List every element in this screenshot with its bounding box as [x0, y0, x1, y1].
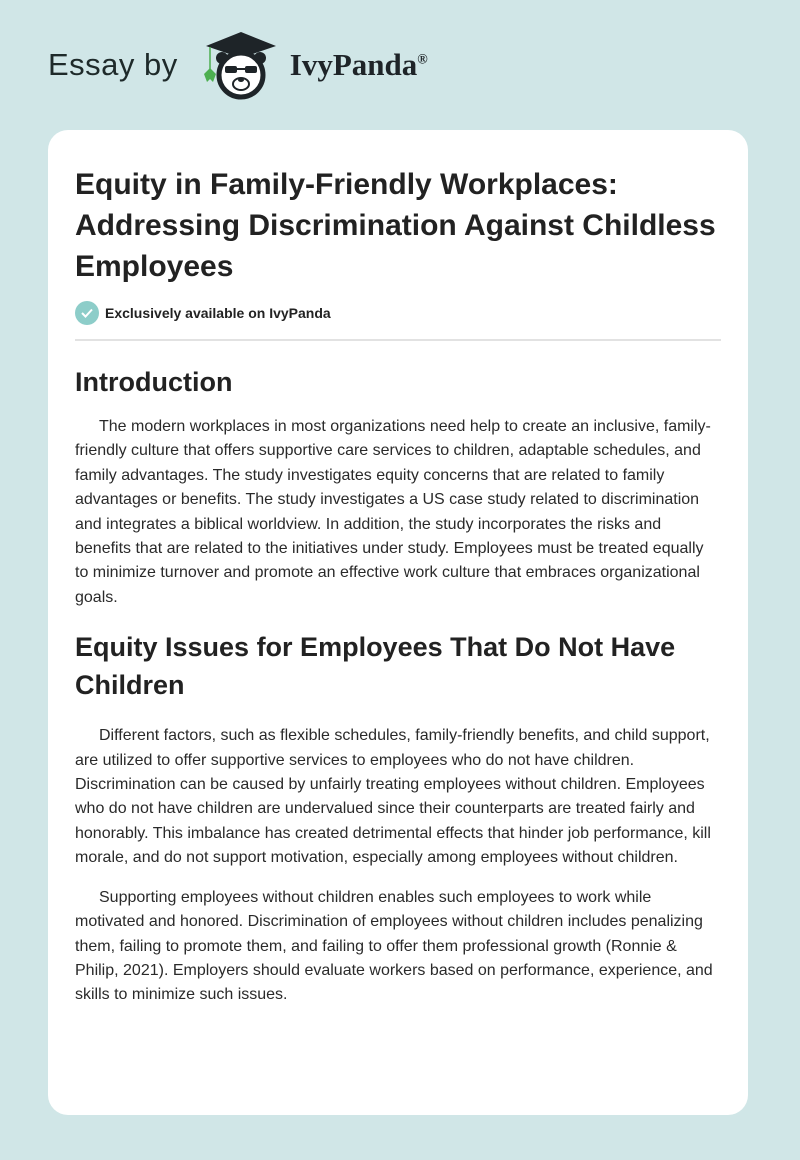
essay-card [48, 130, 748, 1115]
divider [75, 339, 721, 341]
essay-by-label: Essay by [48, 47, 178, 82]
paragraph: Supporting employees without children enables such employees to work while motivated and honored. Discrimination of employees without children includes penalizing them, failing to promote them, and failing to offer them professional growth (Ronnie & Philip, 2021). Employers should evaluate workers based on performance, experience, and skills to minimize such issues. [75, 888, 713, 1004]
section-heading: Equity Issues for Employees That Do Not Have Children [75, 632, 676, 701]
page-title: Equity in Family-Friendly Workplaces: Addressing Discrimination Against Childless Employees [75, 168, 716, 283]
brand-text: IvyPanda [289, 47, 418, 82]
badge-text: Exclusively available on IvyPanda [105, 305, 331, 321]
registered-mark: ® [417, 52, 428, 68]
paragraph: The modern workplaces in most organizations need help to create an inclusive, family-friendly culture that offers supportive care services to children, adaptable schedules, and family advantages. The study investigates equity concerns that are related to family advantages or benefits. The study investigates a US case study related to discrimination and integrates a biblical worldview. In addition, the study incorporates the risks and benefits that are related to the initiatives under study. Employees must be treated equally to minimize turnover and promote an effective work culture that embraces organizational goals. [75, 418, 711, 606]
ivypanda-logo-icon[interactable] [196, 30, 286, 100]
exclusive-badge [75, 301, 721, 325]
paragraph: Different factors, such as flexible schedules, family-friendly benefits, and child support, are utilized to offer supportive services to employees who do not have children. Discrimination can be caused by unfairly treating employees without children. Employees who do not have children are undervalued since their counterparts are treated fairly and honorably. This imbalance has created detrimental effects that hinder job performance, kill morale, and do not support motivation, especially among employees without children. [75, 727, 711, 867]
brand-name[interactable] [290, 47, 428, 83]
site-header [48, 30, 428, 100]
check-icon [75, 301, 99, 325]
section-heading: Introduction [75, 367, 233, 397]
